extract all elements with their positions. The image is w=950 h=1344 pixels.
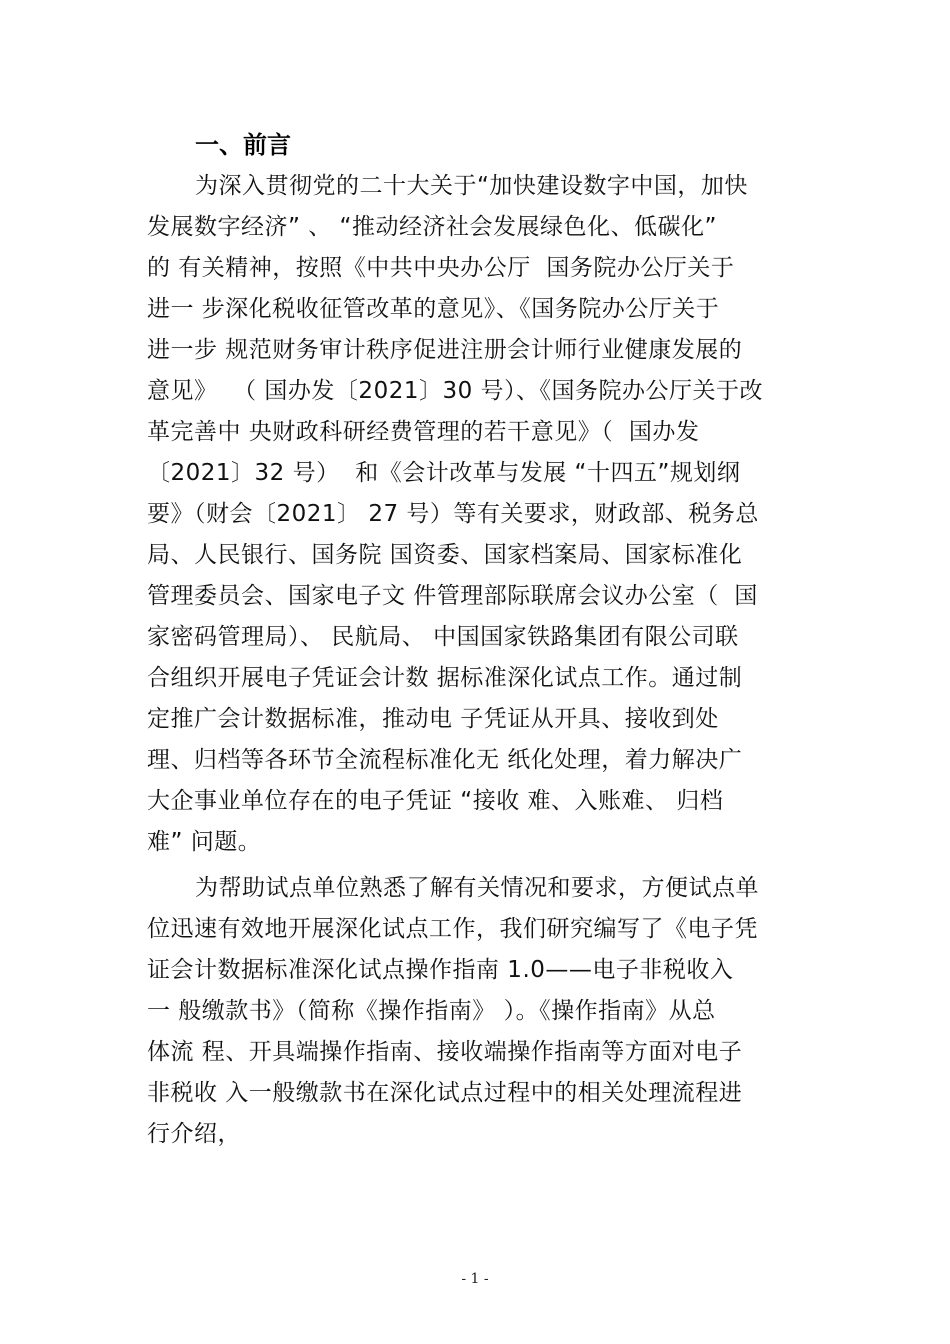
paragraph-line: 的 有关精神，按照《中共中央办公厅 国务院办公厅关于 <box>147 255 735 281</box>
paragraph-line: 非税收 入一般缴款书在深化试点过程中的相关处理流程进 <box>147 1080 743 1106</box>
paragraph-line: 家密码管理局）、 民航局、 中国国家铁路集团有限公司联 <box>147 624 739 650</box>
paragraph-line: 进一 步深化税收征管改革的意见》、《国务院办公厅关于 <box>147 296 720 322</box>
paragraph-line: 意见》 （ 国办发〔2021〕30 号）、《国务院办公厅关于改 <box>147 378 764 404</box>
paragraph-line: 证会计数据标准深化试点操作指南 1.0——电子非税收入 <box>147 957 734 983</box>
paragraph-line: 定推广会计数据标准，推动电 子凭证从开具、接收到处 <box>147 706 719 732</box>
paragraph-line: 合组织开展电子凭证会计数 据标准深化试点工作。通过制 <box>147 665 743 691</box>
paragraph-line: 为帮助试点单位熟悉了解有关情况和要求，方便试点单 <box>195 875 759 901</box>
paragraph-line: 发展数字经济” 、 “推动经济社会发展绿色化、低碳化” <box>147 214 717 240</box>
paragraph-line: 管理委员会、国家电子文 件管理部际联席会议办公室（ 国 <box>147 583 758 609</box>
paragraph-line: 位迅速有效地开展深化试点工作，我们研究编写了《电子凭 <box>147 916 758 942</box>
paragraph-line: 为深入贯彻党的二十大关于“加快建设数字中国，加快 <box>195 173 748 199</box>
section-heading: 一、前言 <box>195 131 291 159</box>
paragraph-line: 革完善中 央财政科研经费管理的若干意见》（ 国办发 <box>147 419 700 445</box>
paragraph-line: 理、归档等各环节全流程标准化无 纸化处理，着力解决广 <box>147 747 743 773</box>
paragraph-line: 大企事业单位存在的电子凭证 “接收 难、入账难、 归档 <box>147 788 724 814</box>
paragraph-line: 难” 问题。 <box>147 829 262 855</box>
paragraph-line: 局、人民银行、国务院 国资委、国家档案局、国家标准化 <box>147 542 743 568</box>
paragraph-line: 行介绍， <box>147 1121 241 1147</box>
paragraph-line: 进一步 规范财务审计秩序促进注册会计师行业健康发展的 <box>147 337 743 363</box>
paragraph-line: 要》（财会〔2021〕 27 号）等有关要求，财政部、税务总 <box>147 501 759 527</box>
paragraph-line: 〔2021〕32 号） 和《会计改革与发展 “十四五”规划纲 <box>147 460 741 486</box>
page-number: - 1 - <box>461 1271 489 1287</box>
paragraph-line: 一 般缴款书》（简称《操作指南》 ）。《操作指南》从总 <box>147 998 716 1024</box>
paragraph-line: 体流 程、开具端操作指南、接收端操作指南等方面对电子 <box>147 1039 743 1065</box>
